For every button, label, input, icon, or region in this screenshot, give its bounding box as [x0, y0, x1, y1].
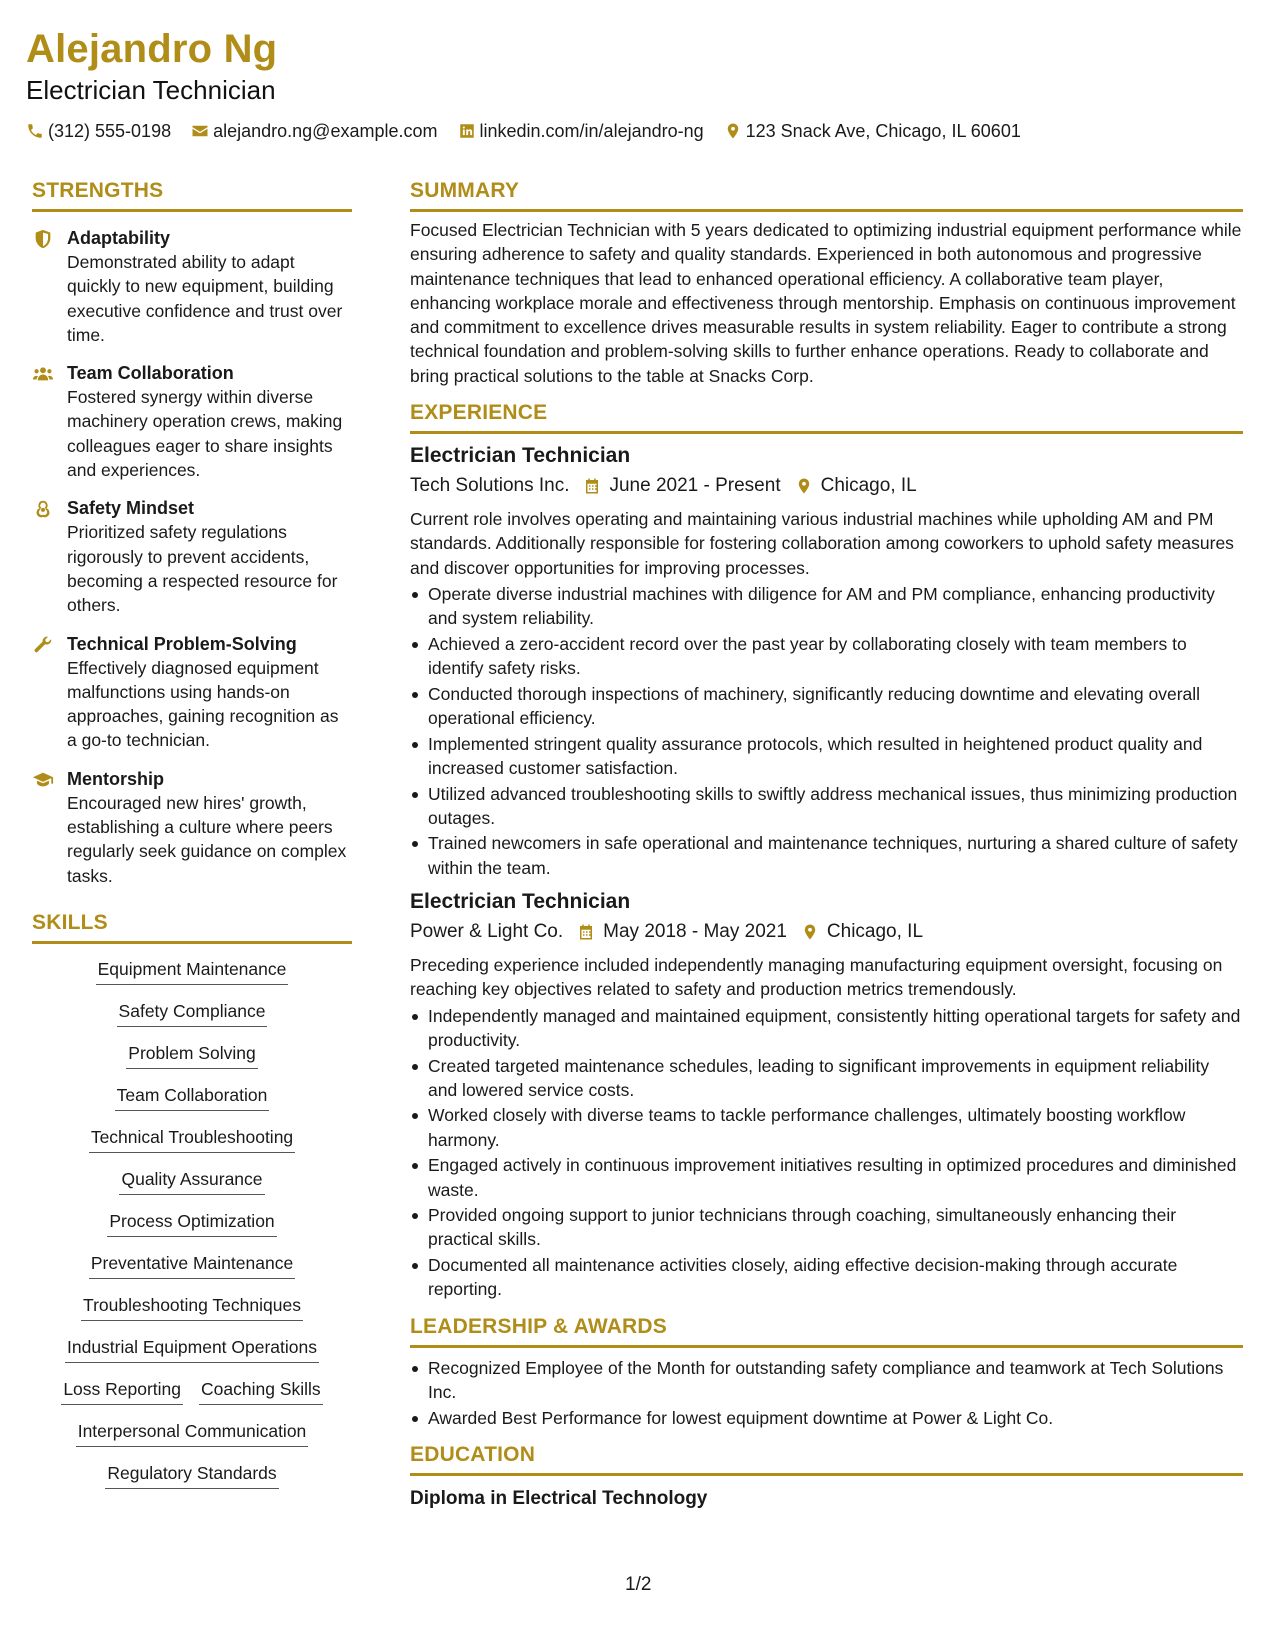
right-column [410, 178, 1243, 1512]
linkedin-icon [458, 122, 476, 140]
job-bullet: Implemented stringent quality assurance protocols, which resulted in heightened product quality and increased customer satisfaction. [410, 732, 1243, 781]
leadership-list [410, 1356, 1243, 1430]
leadership-section [410, 1314, 1243, 1430]
job-description: Current role involves operating and maintaining various industrial machines while upholding AM and PM standards. Additionally responsible for fostering collaboration among coworkers to uphold safety measures and discover opportunities for improving processes. [410, 509, 1234, 578]
strength-desc: Encouraged new hires' growth, establishing a culture where peers regularly seek guidance on complex tasks. [67, 792, 347, 886]
skill-tag: Problem Solving [126, 1040, 257, 1069]
skill-tag: Safety Compliance [117, 998, 268, 1027]
strength-item [32, 361, 352, 482]
job-bullets [410, 1004, 1243, 1302]
page-number: 1/2 [625, 1574, 652, 1595]
strength-desc: Prioritized safety regulations rigorously to prevent accidents, becoming a respected resource for others. [67, 522, 338, 616]
skill-tag: Coaching Skills [199, 1376, 323, 1405]
contact-bar [26, 120, 1226, 142]
job-bullet: Achieved a zero-accident record over the past year by collaborating closely with team members to identify safety risks. [410, 632, 1243, 681]
experience-heading: EXPERIENCE [410, 400, 1243, 434]
calendar-icon [577, 923, 595, 941]
job-title: Electrician Technician [410, 444, 631, 468]
biohazard-icon [32, 498, 54, 520]
job-company: Power & Light Co. [410, 921, 564, 943]
skills-list [32, 956, 352, 1502]
contact-address [724, 120, 1021, 142]
job-meta [410, 919, 1243, 945]
job-bullet: Engaged actively in continuous improvement initiatives resulting in optimized procedures and diminished waste. [410, 1153, 1243, 1202]
education-heading: EDUCATION [410, 1442, 1243, 1476]
job-meta [410, 473, 1243, 499]
strengths-heading: STRENGTHS [32, 178, 352, 212]
candidate-title: Electrician Technician [26, 75, 276, 105]
shield-icon [32, 228, 54, 250]
contact-linkedin-text: linkedin.com/in/alejandro-ng [479, 121, 704, 141]
envelope-icon [191, 122, 209, 140]
wrench-icon [32, 634, 54, 656]
skill-tag: Preventative Maintenance [89, 1250, 295, 1279]
job-location: Chicago, IL [826, 921, 924, 943]
job-bullet: Provided ongoing support to junior technicians through coaching, simultaneously enhancing their practical skills. [410, 1203, 1243, 1252]
calendar-icon [583, 477, 601, 495]
skill-tag: Interpersonal Communication [76, 1418, 309, 1447]
contact-email[interactable] [191, 120, 437, 142]
skills-heading: SKILLS [32, 910, 352, 944]
skills-section [32, 910, 352, 1502]
strength-desc: Fostered synergy within diverse machinery operation crews, making colleagues eager to share insights and experiences. [67, 387, 343, 481]
education-degree: Diploma in Electrical Technology [410, 1487, 708, 1509]
map-pin-icon [801, 923, 819, 941]
strength-item [32, 632, 352, 753]
strength-title: Safety Mindset [67, 498, 195, 519]
experience-section [410, 400, 1243, 1302]
skill-tag: Process Optimization [107, 1208, 276, 1237]
strength-title: Team Collaboration [67, 363, 234, 384]
contact-linkedin[interactable] [458, 120, 704, 142]
skill-tag: Quality Assurance [119, 1166, 264, 1195]
strength-desc: Effectively diagnosed equipment malfunctions using hands-on approaches, gaining recognition as a go-to technician. [67, 657, 339, 751]
job-bullet: Utilized advanced troubleshooting skills to swiftly address mechanical issues, thus minimizing production outages. [410, 782, 1243, 831]
left-column [32, 178, 352, 1502]
skill-tag: Loss Reporting [61, 1376, 183, 1405]
resume-header [26, 26, 1226, 142]
strength-title: Adaptability [67, 228, 171, 248]
job-company: Tech Solutions Inc. [410, 475, 570, 497]
job-bullet: Documented all maintenance activities closely, aiding effective decision-making through accurate reporting. [410, 1253, 1243, 1302]
job-dates: June 2021 - Present [609, 475, 781, 497]
summary-text: Focused Electrician Technician with 5 years dedicated to optimizing industrial equipment performance while ensuring adherence to safety and quality standards. Experienced in both autonomous and progressive maintenance techniques that lead to enhanced operational efficiency. A collaborative team player, enhancing workplace morale and effectiveness through mentorship. Emphasis on continuous improvement and commitment to excellence drives measurable results in system reliability. Eager to contribute a strong technical foundation and problem-solving skills to further enhance operations. Ready to collaborate and bring practical solutions to the table at Snacks Corp. [410, 220, 1242, 386]
strength-title: Mentorship [67, 768, 164, 789]
job-bullet: Worked closely with diverse teams to tackle performance challenges, ultimately boosting workflow harmony. [410, 1103, 1243, 1152]
education-section [410, 1442, 1243, 1512]
leadership-heading: LEADERSHIP & AWARDS [410, 1314, 1243, 1348]
strength-item [32, 226, 352, 347]
award-item: Awarded Best Performance for lowest equipment downtime at Power & Light Co. [410, 1406, 1243, 1430]
job-bullet: Trained newcomers in safe operational and maintenance techniques, nurturing a shared culture of safety within the team. [410, 831, 1243, 880]
job-description: Preceding experience included independently managing manufacturing equipment oversight, focusing on reaching key objectives related to safety and production metrics tremendously. [410, 955, 1223, 1000]
phone-icon [26, 122, 44, 140]
job-dates: May 2018 - May 2021 [603, 921, 787, 943]
graduation-cap-icon [32, 769, 54, 791]
strength-item [32, 767, 352, 888]
skill-tag: Team Collaboration [115, 1082, 270, 1111]
strength-item [32, 496, 352, 617]
skill-tag: Troubleshooting Techniques [81, 1292, 303, 1321]
job-entry [410, 442, 1243, 880]
map-pin-icon [724, 122, 742, 140]
candidate-name: Alejandro Ng [26, 27, 278, 71]
job-bullet: Independently managed and maintained equipment, consistently hitting operational targets for safety and productivity. [410, 1004, 1243, 1053]
skill-tag: Technical Troubleshooting [89, 1124, 295, 1153]
skill-tag: Equipment Maintenance [96, 956, 289, 985]
contact-phone[interactable] [26, 120, 171, 142]
job-bullet: Operate diverse industrial machines with diligence for AM and PM compliance, enhancing productivity and system reliability. [410, 582, 1243, 631]
award-item: Recognized Employee of the Month for outstanding safety compliance and teamwork at Tech Solutions Inc. [410, 1356, 1243, 1405]
job-bullet: Created targeted maintenance schedules, leading to significant improvements in equipment reliability and lowered service costs. [410, 1054, 1243, 1103]
skill-tag: Industrial Equipment Operations [65, 1334, 319, 1363]
strength-title: Technical Problem-Solving [67, 633, 297, 654]
contact-address-text: 123 Snack Ave, Chicago, IL 60601 [745, 121, 1021, 141]
job-bullets [410, 582, 1243, 880]
job-title: Electrician Technician [410, 890, 631, 914]
job-entry [410, 888, 1243, 1302]
summary-heading: SUMMARY [410, 178, 1243, 212]
map-pin-icon [795, 477, 813, 495]
summary-section [410, 178, 1243, 388]
users-icon [32, 363, 54, 385]
job-location: Chicago, IL [820, 475, 917, 497]
contact-email-text: alejandro.ng@example.com [213, 121, 438, 141]
skill-tag: Regulatory Standards [105, 1460, 278, 1489]
strength-desc: Demonstrated ability to adapt quickly to new equipment, building executive confidence and trust over time. [67, 252, 343, 345]
job-bullet: Conducted thorough inspections of machinery, significantly reducing downtime and elevating overall operational efficiency. [410, 682, 1243, 731]
contact-phone-text: (312) 555-0198 [48, 121, 172, 141]
